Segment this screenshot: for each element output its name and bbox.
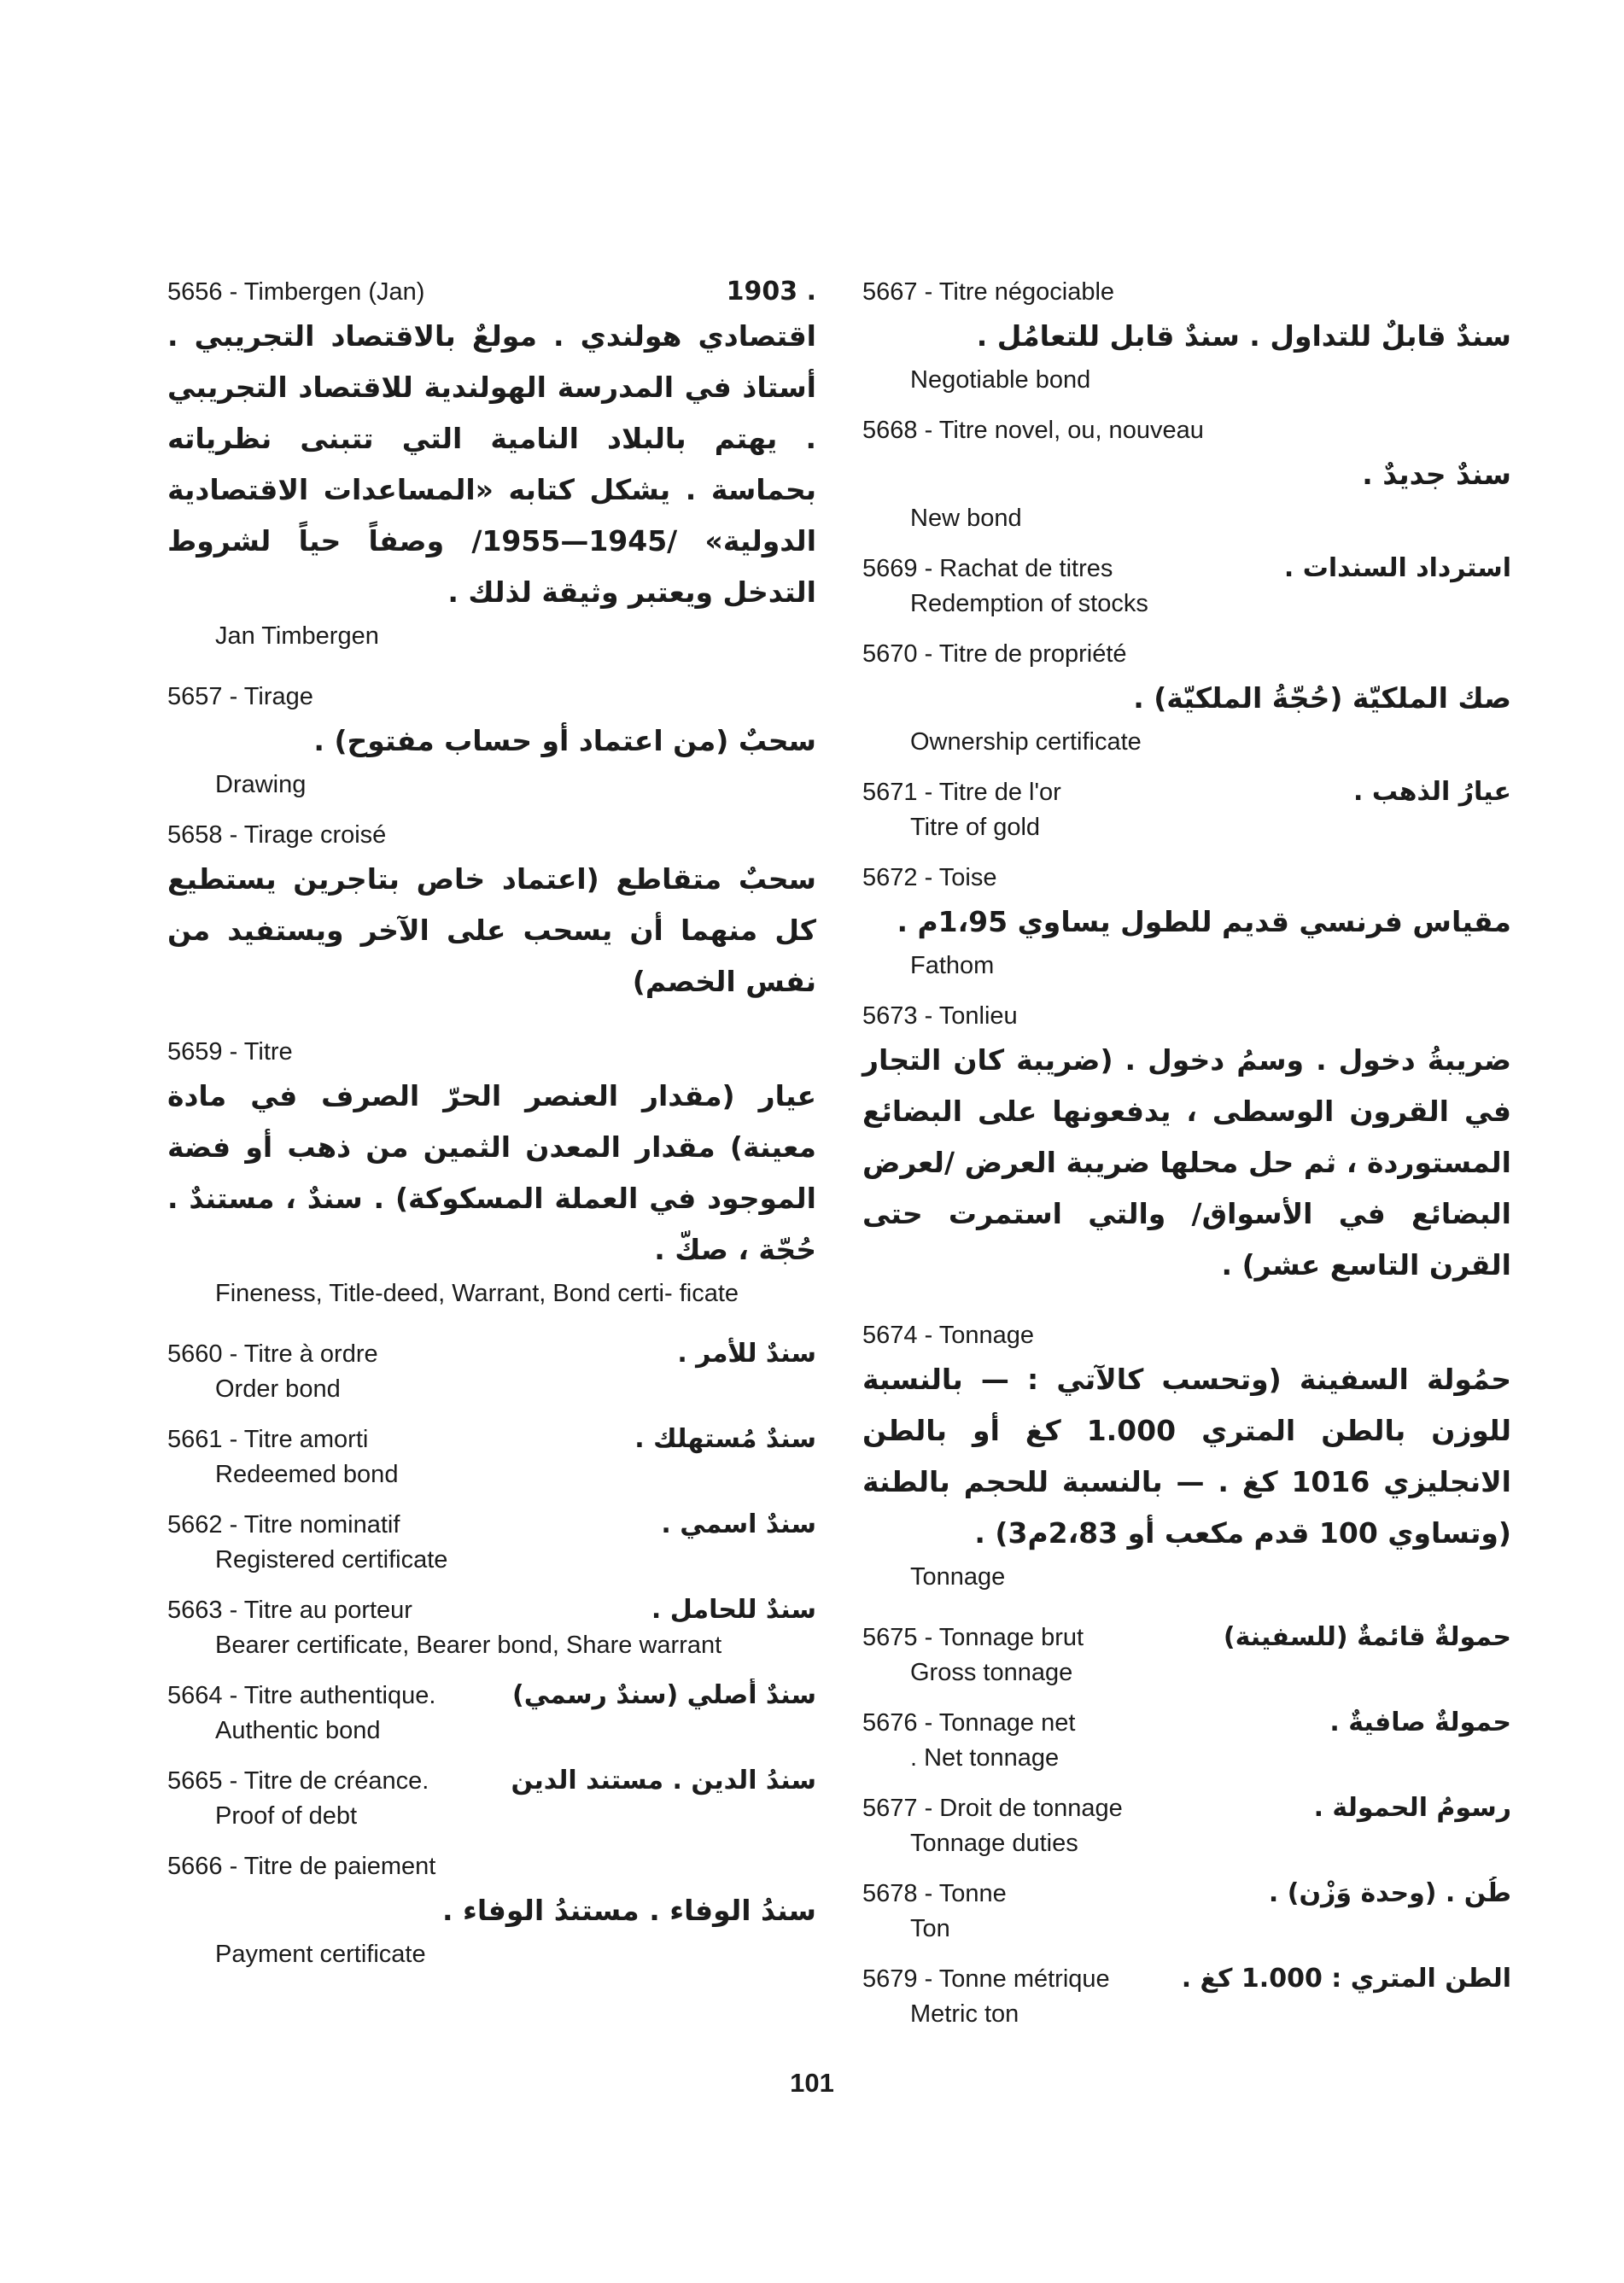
entry-arabic-definition: عيار (مقدار العنصر الحرّ الصرف في مادة معينة) مقدار المعدن الثمين من ذهب أو فضة الموجود في العملة المسكوكة) . سندٌ ، مستندٌ . حُجّة ، صكّ .: [167, 1079, 816, 1266]
entry-headword: [862, 1791, 1123, 1825]
entry-head: [167, 1035, 816, 1069]
entry-arabic-inline: رسومُ الحمولة .: [1313, 1793, 1511, 1823]
entry-term: Toise: [938, 864, 997, 891]
entry-term: Titre amorti: [243, 1426, 369, 1453]
entry-gap: [862, 1690, 1511, 1706]
entry-term: Tonnage: [938, 1322, 1035, 1349]
entry-arabic-inline: استرداد السندات .: [1283, 553, 1511, 583]
entry-number: 5660: [167, 1340, 223, 1368]
entry-separator: -: [917, 1322, 939, 1349]
dictionary-entry: [167, 680, 816, 801]
entry-headword: [167, 1764, 429, 1798]
entry-separator: -: [222, 1511, 244, 1539]
entry-head: [862, 637, 1511, 671]
entry-gap: [167, 1407, 816, 1422]
entry-gap: [862, 984, 1511, 999]
entry-headword: [167, 1508, 400, 1542]
entry-gap: [862, 536, 1511, 552]
entry-arabic-definition: سحبٌ (من اعتماد أو حساب مفتوح) .: [313, 724, 816, 757]
entry-arabic-definition: اقتصادي هولندي . مولعٌ بالاقتصاد التجريبي . أستاذ في المدرسة الهولندية للاقتصاد التجريبي . يهتم بالبلاد النامية التي تتبنى نظرياته بحماسة . يشكل كتابه «المساعدات الاقتصادية الدولية» /1945—1955/ وصفاً حياً لشروط التدخل ويعتبر وثيقة لذلك .: [167, 319, 816, 609]
entry-gap: [167, 1492, 816, 1508]
entry-headword: [862, 1962, 1110, 1996]
entry-gap: [167, 1749, 816, 1764]
entry-term: Tonnage brut: [938, 1624, 1084, 1651]
entry-term: Rachat de titres: [939, 555, 1113, 582]
entry-number: 5657: [167, 683, 223, 710]
entry-headword: [862, 1877, 1007, 1911]
entry-term: Timbergen (Jan): [243, 278, 425, 306]
entry-number: 5678: [862, 1880, 918, 1907]
entry-separator: -: [917, 640, 939, 668]
entry-head: [167, 1593, 816, 1627]
dictionary-entry: [167, 1508, 816, 1576]
entry-head: [862, 1962, 1511, 1996]
entry-arabic-inline: سندٌ للحامل .: [651, 1595, 816, 1625]
dictionary-entry: [167, 275, 816, 652]
entry-term: Droit de tonnage: [939, 1795, 1123, 1822]
entry-gap: [862, 2032, 1511, 2047]
entry-separator: -: [917, 1880, 939, 1907]
entry-arabic-inline: سندٌ اسمي .: [661, 1509, 816, 1539]
entry-number: 5662: [167, 1511, 223, 1539]
entry-head: [167, 818, 816, 852]
entry-number: 5671: [862, 779, 918, 806]
dictionary-entry: [862, 775, 1511, 844]
entry-gap: [167, 654, 816, 680]
entry-number: 5666: [167, 1853, 223, 1880]
entry-gap: [167, 1578, 816, 1593]
entry-number: 5661: [167, 1426, 223, 1453]
entry-separator: -: [917, 1709, 939, 1737]
entry-head: [862, 552, 1511, 586]
entry-number: 5667: [862, 278, 918, 306]
entry-separator: -: [917, 417, 939, 444]
dictionary-entry: [862, 1791, 1511, 1860]
entry-headword: [167, 1422, 368, 1457]
entry-separator: -: [222, 1767, 244, 1795]
entry-gap: [167, 1834, 816, 1849]
entry-headword: [167, 1849, 435, 1883]
entry-gap: [862, 622, 1511, 637]
entry-gap: [167, 1663, 816, 1679]
dictionary-entry: [167, 1337, 816, 1405]
entry-translation: Fineness, Title-deed, Warrant, Bond certi- ficate: [215, 1280, 739, 1307]
entry-headword: [862, 413, 1204, 447]
entry-arabic-inline: حمولةٌ قائمةٌ (للسفينة): [1223, 1622, 1511, 1652]
entry-separator: -: [222, 1340, 244, 1368]
entry-headword: [167, 1035, 293, 1069]
entry-term: Titre: [243, 1038, 293, 1066]
entry-arabic-inline: سندٌ للأمر .: [677, 1339, 816, 1369]
entry-separator: -: [222, 1426, 244, 1453]
right-column: [862, 275, 1511, 2047]
entry-number: 5670: [862, 640, 918, 668]
entry-number: 5679: [862, 1965, 918, 1993]
entry-term: Titre négociable: [938, 278, 1115, 306]
entry-separator: -: [917, 1965, 939, 1993]
entry-separator: -: [222, 1853, 244, 1880]
entry-head: [862, 775, 1511, 809]
entry-headword: [862, 1318, 1034, 1352]
entry-gap: [862, 1595, 1511, 1620]
entry-separator: -: [917, 278, 939, 306]
entry-arabic-inline: حمولةٌ صافيةٌ .: [1329, 1708, 1511, 1737]
entry-arabic-definition: صك الملكيّة (حُجّةُ الملكيّة) .: [1133, 681, 1511, 715]
entry-term: Titre de l'or: [938, 779, 1061, 806]
entry-arabic-inline: . 1903: [726, 277, 816, 307]
entry-arabic-definition: حمُولة السفينة (وتحسب كالآتي : — بالنسبة للوزن بالطن المتري 1.000 كغ أو بالطن الانجليزي 1016 كغ . — بالنسبة للحجم بالطنة (وتساوي 100 قدم مكعب أو 2،83م3) .: [862, 1363, 1511, 1550]
entry-term: Titre authentique.: [243, 1682, 436, 1709]
dictionary-entry: [862, 275, 1511, 396]
entry-headword: [167, 275, 424, 309]
entry-arabic-definition: سحبٌ متقاطع (اعتماد خاص بتاجرين يستطيع كل منهما أن يسحب على الآخر ويستفيد من نفس الخصم): [167, 862, 816, 998]
entry-arabic-definition: سندٌ جديدٌ .: [1362, 458, 1511, 491]
entry-term: Titre au porteur: [243, 1597, 412, 1624]
entry-gap: [862, 760, 1511, 775]
entry-separator: -: [222, 1682, 244, 1709]
entry-number: 5674: [862, 1322, 918, 1349]
entry-term: Tonne métrique: [938, 1965, 1110, 1993]
entry-head: [862, 1318, 1511, 1352]
entry-term: Tirage: [243, 683, 313, 710]
entry-headword: [167, 1593, 412, 1627]
entry-headword: [862, 775, 1061, 809]
dictionary-entry: [167, 818, 816, 1007]
entry-head: [862, 1620, 1511, 1655]
dictionary-entry: [862, 552, 1511, 620]
entry-separator: -: [222, 1038, 244, 1066]
entry-gap: [862, 1947, 1511, 1962]
entry-number: 5664: [167, 1682, 223, 1709]
entry-number: 5673: [862, 1002, 918, 1030]
entry-head: [167, 1337, 816, 1371]
entry-translation: Gross tonnage: [910, 1659, 1073, 1686]
entry-head: [862, 1791, 1511, 1825]
entry-translation: Drawing: [215, 771, 307, 798]
entry-term: Tonlieu: [938, 1002, 1018, 1030]
entry-number: 5665: [167, 1767, 223, 1795]
entry-number: 5675: [862, 1624, 918, 1651]
entry-separator: -: [917, 1624, 939, 1651]
entry-head: [862, 1706, 1511, 1740]
entry-gap: [167, 1972, 816, 1988]
entry-head: [862, 861, 1511, 895]
entry-translation: Ownership certificate: [910, 728, 1142, 756]
entry-gap: [862, 1776, 1511, 1791]
entry-arabic-inline: الطن المتري : 1.000 كغ .: [1181, 1964, 1511, 1994]
entry-head: [167, 1679, 816, 1713]
entry-separator: -: [222, 821, 244, 849]
entry-arabic-definition: سندُ الوفاء . مستندُ الوفاء .: [441, 1894, 816, 1927]
entry-number: 5658: [167, 821, 223, 849]
entry-term: Titre de créance.: [243, 1767, 429, 1795]
entry-separator: -: [917, 864, 939, 891]
entry-arabic-inline: سندُ الدين . مستند الدين: [511, 1766, 816, 1795]
entry-separator: -: [222, 683, 244, 710]
entry-headword: [862, 1620, 1084, 1655]
entry-headword: [862, 552, 1113, 586]
entry-term: Titre nominatif: [243, 1511, 400, 1539]
entry-term: Titre de paiement: [243, 1853, 436, 1880]
entry-headword: [167, 818, 386, 852]
dictionary-entry: [862, 1962, 1511, 2030]
entry-term: Titre novel, ou, nouveau: [938, 417, 1204, 444]
entry-translation: . Net tonnage: [910, 1744, 1060, 1772]
entry-headword: [167, 1679, 435, 1713]
entry-headword: [862, 861, 996, 895]
dictionary-entry: [167, 1764, 816, 1832]
entry-translation: Negotiable bond: [910, 366, 1091, 394]
entry-gap: [862, 845, 1511, 861]
entry-translation: Redeemed bond: [215, 1461, 399, 1488]
dictionary-entry: [862, 1620, 1511, 1689]
entry-translation: Jan Timbergen: [215, 622, 379, 650]
dictionary-entry: [167, 1679, 816, 1747]
entry-headword: [862, 999, 1018, 1033]
entry-number: 5676: [862, 1709, 918, 1737]
entry-separator: -: [222, 278, 244, 306]
entry-head: [862, 999, 1511, 1033]
entry-arabic-inline: طُن . (وحدة وَزْن) .: [1268, 1878, 1511, 1908]
entry-arabic-inline: سندٌ مُستهلك .: [634, 1424, 816, 1454]
dictionary-entry: [167, 1422, 816, 1491]
entry-gap: [862, 398, 1511, 413]
entry-separator: -: [917, 779, 939, 806]
dictionary-entry: [862, 413, 1511, 534]
entry-translation: Payment certificate: [215, 1941, 426, 1968]
dictionary-entry: [167, 1035, 816, 1310]
entry-separator: -: [917, 1795, 940, 1822]
entry-number: 5663: [167, 1597, 223, 1624]
entry-separator: -: [222, 1597, 244, 1624]
entry-headword: [862, 275, 1114, 309]
entry-gap: [862, 1861, 1511, 1877]
dictionary-entry: [862, 1706, 1511, 1774]
left-column: [167, 275, 816, 1988]
entry-number: 5677: [862, 1795, 918, 1822]
entry-separator: -: [917, 555, 940, 582]
dictionary-entry: [862, 1318, 1511, 1593]
entry-translation: Tonnage: [910, 1563, 1006, 1591]
entry-head: [167, 680, 816, 714]
entry-head: [862, 1877, 1511, 1911]
dictionary-entry: [862, 861, 1511, 982]
entry-translation: Titre of gold: [910, 814, 1041, 841]
entry-arabic-inline: سندٌ أصلي (سندٌ رسمي): [511, 1680, 816, 1710]
dictionary-entry: [167, 1849, 816, 1971]
entry-headword: [862, 1706, 1075, 1740]
entry-gap: [167, 1311, 816, 1337]
entry-term: Tirage croisé: [243, 821, 387, 849]
entry-arabic-definition: مقياس فرنسي قديم للطول يساوي 1،95م .: [897, 905, 1511, 938]
entry-term: Tonne: [938, 1880, 1007, 1907]
entry-number: 5668: [862, 417, 918, 444]
entry-term: Titre à ordre: [243, 1340, 378, 1368]
entry-gap: [167, 803, 816, 818]
entry-translation: Authentic bond: [215, 1717, 381, 1744]
entry-head: [862, 275, 1511, 309]
entry-translation: Bearer certificate, Bearer bond, Share warrant: [215, 1632, 722, 1659]
entry-translation: Fathom: [910, 952, 995, 979]
entry-head: [167, 1508, 816, 1542]
entry-term: Titre de propriété: [938, 640, 1127, 668]
entry-head: [167, 1849, 816, 1883]
entry-head: [862, 413, 1511, 447]
entry-headword: [862, 637, 1127, 671]
entry-number: 5656: [167, 278, 223, 306]
entry-headword: [167, 1337, 378, 1371]
entry-translation: New bond: [910, 505, 1022, 532]
dictionary-entry: [167, 1593, 816, 1661]
entry-number: 5669: [862, 555, 918, 582]
dictionary-entry: [862, 1877, 1511, 1945]
entry-head: [167, 275, 816, 309]
entry-number: 5659: [167, 1038, 223, 1066]
dictionary-entry: [862, 637, 1511, 758]
page-number: 101: [790, 2068, 834, 2098]
entry-translation: Ton: [910, 1915, 950, 1942]
entry-arabic-definition: ضريبةُ دخول . وسمُ دخول . (ضريبة كان التجار في القرون الوسطى ، يدفعونها على البضائع المستوردة ، ثم حل محلها ضريبة العرض /لعرض البضائع في الأسواق/ والتي استمرت حتى القرن التاسع عشر) .: [862, 1043, 1511, 1282]
entry-translation: Registered certificate: [215, 1546, 448, 1574]
entry-translation: Tonnage duties: [910, 1830, 1078, 1857]
entry-term: Tonnage net: [938, 1709, 1076, 1737]
entry-head: [167, 1422, 816, 1457]
entry-arabic-inline: عيارُ الذهب .: [1353, 777, 1511, 807]
entry-head: [167, 1764, 816, 1798]
entry-translation: Redemption of stocks: [910, 590, 1148, 617]
entry-gap: [862, 1293, 1511, 1318]
entry-arabic-definition: سندٌ قابلٌ للتداول . سندٌ قابل للتعامُل .: [976, 319, 1511, 353]
entry-separator: -: [917, 1002, 939, 1030]
entry-headword: [167, 680, 313, 714]
dictionary-entry: [862, 999, 1511, 1291]
entry-gap: [167, 1009, 816, 1035]
entry-translation: Order bond: [215, 1375, 341, 1403]
entry-number: 5672: [862, 864, 918, 891]
entry-translation: Metric ton: [910, 2000, 1019, 2028]
entry-translation: Proof of debt: [215, 1802, 358, 1830]
